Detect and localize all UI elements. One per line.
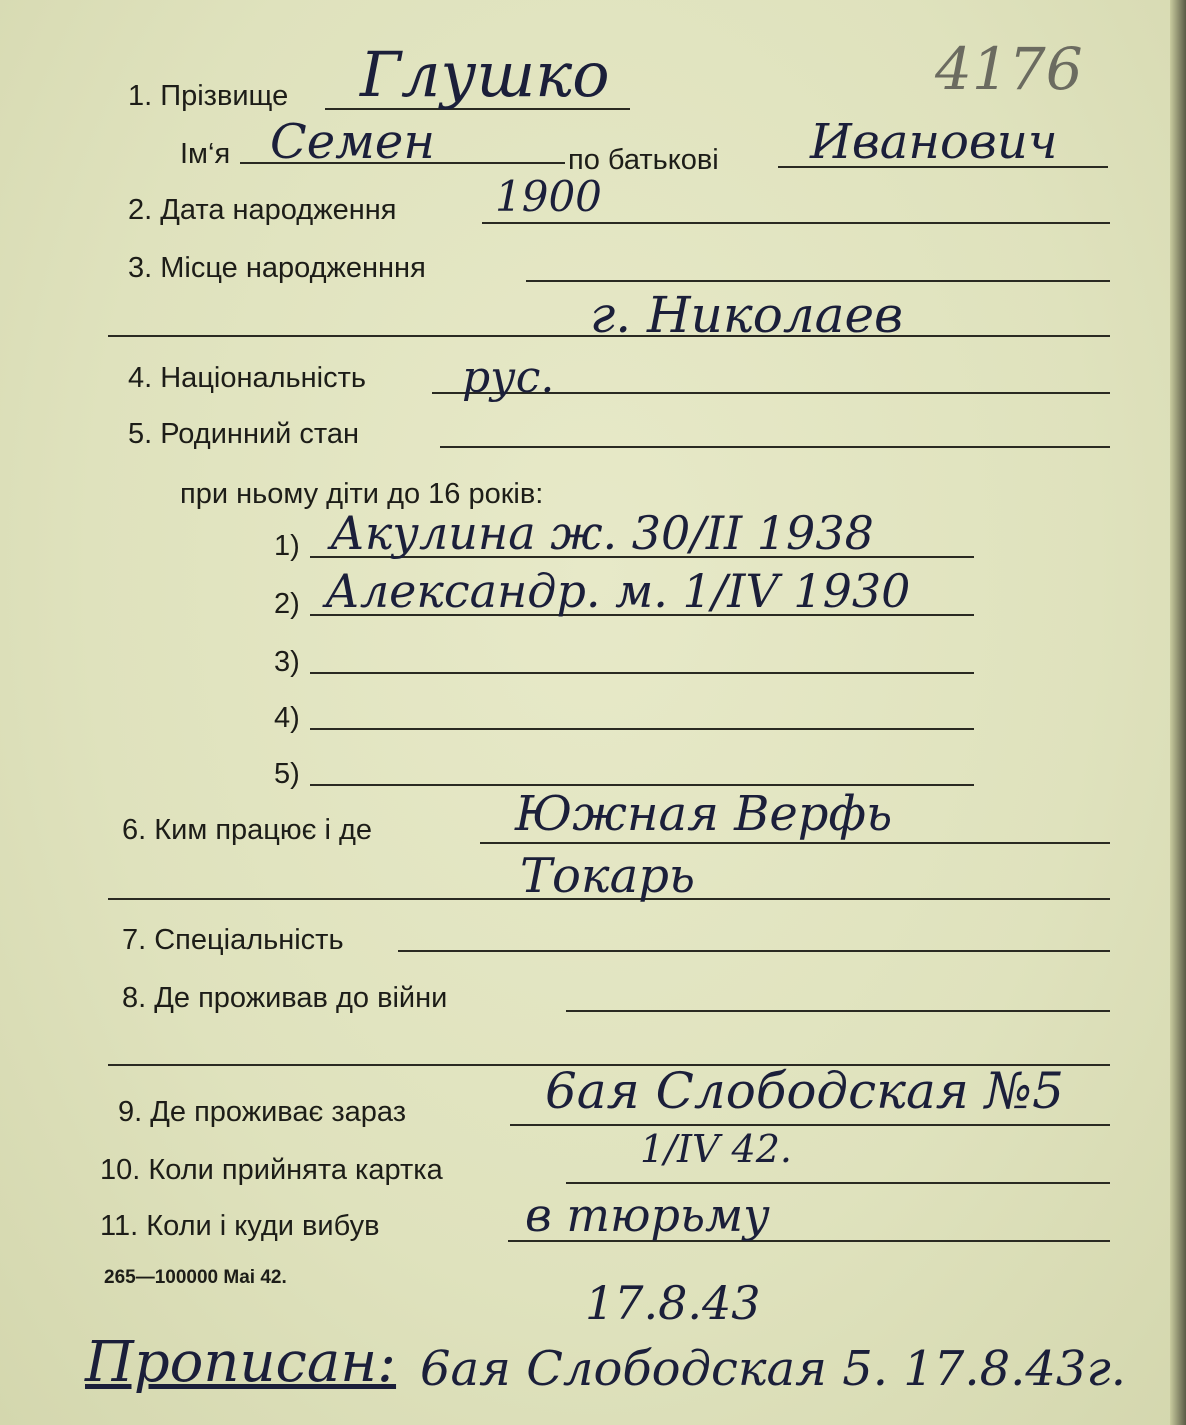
nationality-value: рус. xyxy=(462,352,555,403)
child-4-number: 4) xyxy=(274,702,300,734)
card-accepted-value: 1/IV 42. xyxy=(640,1127,792,1171)
child-1-number: 1) xyxy=(274,530,300,562)
child-2-value: Александр. м. 1/IV 1930 xyxy=(325,564,911,618)
prewar-line xyxy=(566,1010,1110,1012)
birth-place-value: г. Николаев xyxy=(590,286,904,344)
departure-value: в тюрьму xyxy=(525,1188,770,1242)
footer-note-value: 6ая Слободская 5. 17.8.43г. xyxy=(420,1341,1126,1397)
birth-place-label: 3. Місце народженння xyxy=(128,252,426,284)
child-3-number: 3) xyxy=(274,646,300,678)
prewar-label: 8. Де проживав до війни xyxy=(122,982,448,1014)
work-label: 6. Ким працює і де xyxy=(122,814,373,846)
card-edge-shadow xyxy=(1170,0,1186,1425)
marital-label: 5. Родинний стан xyxy=(128,418,360,450)
card-accepted-label: 10. Коли прийнята картка xyxy=(100,1154,443,1186)
footer-note-label: Прописан: xyxy=(85,1330,397,1395)
specialty-label: 7. Спеціальність xyxy=(122,924,344,956)
birth-date-label: 2. Дата народження xyxy=(128,194,397,226)
name-label: Ім‘я xyxy=(180,138,231,170)
surname-value: Глушко xyxy=(360,38,610,111)
current-residence-label: 9. Де проживає зараз xyxy=(118,1096,407,1128)
work-value: Южная Верфь xyxy=(515,786,893,842)
children-header: при ньому діти до 16 років: xyxy=(180,478,544,510)
departure-date: 17.8.43 xyxy=(585,1276,761,1330)
nationality-label: 4. Національність xyxy=(128,362,367,394)
patronymic-label: по батькові xyxy=(568,144,719,176)
birth-place-line xyxy=(526,280,1110,282)
print-code: 265—100000 Mai 42. xyxy=(104,1267,287,1288)
card-accepted-line xyxy=(566,1182,1110,1184)
current-residence-line xyxy=(510,1124,1110,1126)
child-3-line xyxy=(310,672,974,674)
birth-date-value: 1900 xyxy=(495,172,602,221)
birth-date-line xyxy=(482,222,1110,224)
surname-label: 1. Прізвище xyxy=(128,80,289,112)
archive-number: 4176 xyxy=(935,35,1083,103)
child-5-number: 5) xyxy=(274,758,300,790)
work-value-2: Токарь xyxy=(520,848,696,904)
departure-label: 11. Коли і куди вибув xyxy=(100,1210,380,1242)
child-1-value: Акулина ж. 30/II 1938 xyxy=(330,506,874,560)
child-2-number: 2) xyxy=(274,588,300,620)
work-line xyxy=(480,842,1110,844)
specialty-line xyxy=(398,950,1110,952)
child-4-line xyxy=(310,728,974,730)
marital-line xyxy=(440,446,1110,448)
current-residence-value: 6ая Слободская №5 xyxy=(545,1062,1064,1120)
patronymic-value: Иванович xyxy=(810,114,1058,170)
name-value: Семен xyxy=(270,114,435,170)
